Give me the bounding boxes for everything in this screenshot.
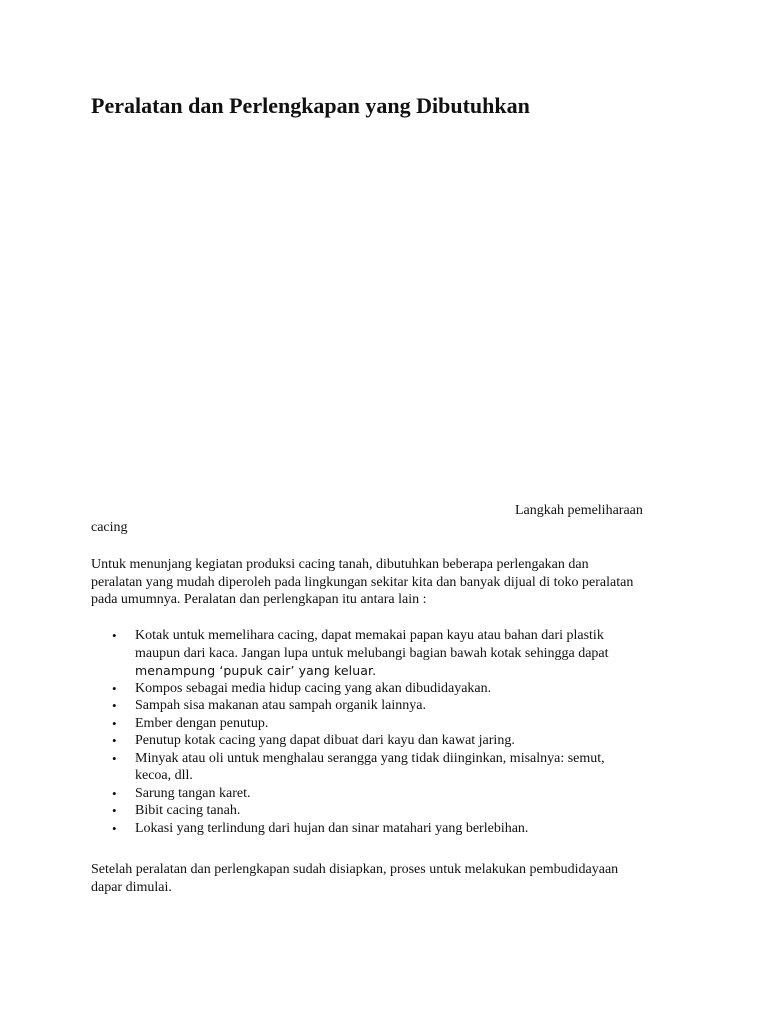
closing-paragraph <box>91 861 681 896</box>
image-area <box>91 135 677 495</box>
closing-line: dapar dimulai. <box>91 879 172 895</box>
intro-line: Untuk menunjang kegiatan produksi cacing tanah, dibutuhkan beberapa perlengakan dan <box>91 557 589 572</box>
list-item-line: Kompos sebagai media hidup cacing yang akan dibudidayakan. <box>135 680 492 696</box>
list-item-line: Ember dengan penutup. <box>135 715 269 731</box>
list-item-line: Sarung tangan karet. <box>135 785 251 801</box>
list-item <box>91 820 671 838</box>
bullet-icon: • <box>112 698 117 713</box>
list-item <box>91 785 671 803</box>
list-item-line: Penutup kotak cacing yang dapat dibuat dari kayu dan kawat jaring. <box>135 733 515 748</box>
list-item-line: kecoa, dll. <box>135 768 193 783</box>
list-item-line: maupun dari kaca. Jangan lupa untuk melubangi bagian bawah kotak sehingga dapat <box>135 645 609 661</box>
list-item-line: Minyak atau oli untuk menghalau serangga yang tidak diinginkan, misalnya: semut, <box>135 750 605 766</box>
list-item <box>91 732 671 750</box>
list-item <box>91 715 671 733</box>
bullet-icon: • <box>112 750 117 766</box>
list-item-line: menampung ‘pupuk cair’ yang keluar. <box>135 663 377 678</box>
bullet-icon: • <box>112 785 117 801</box>
bullet-icon: • <box>112 715 117 731</box>
image-caption-part2: cacing <box>91 520 128 535</box>
bullet-icon: • <box>112 680 117 696</box>
intro-paragraph <box>91 556 687 609</box>
equipment-list <box>91 627 671 837</box>
intro-line: pada umumnya. Peralatan dan perlengkapan itu antara lain : <box>91 592 427 607</box>
intro-line: peralatan yang mudah diperoleh pada lingkungan sekitar kita dan banyak dijual di toko peralatan <box>91 574 634 590</box>
list-item <box>91 750 671 785</box>
image-caption-part1: Langkah pemeliharaan <box>515 503 643 518</box>
list-item <box>91 680 671 698</box>
bullet-icon: • <box>112 733 117 748</box>
page-title: Peralatan dan Perlengkapan yang Dibutuhkan <box>91 93 530 118</box>
list-item <box>91 627 671 680</box>
list-item <box>91 802 671 820</box>
list-item-line: Kotak untuk memelihara cacing, dapat memakai papan kayu atau bahan dari plastik <box>135 628 604 643</box>
list-item-line: Sampah sisa makanan atau sampah organik lainnya. <box>135 698 426 713</box>
list-item-line: Lokasi yang terlindung dari hujan dan sinar matahari yang berlebihan. <box>135 820 529 836</box>
bullet-icon: • <box>112 628 117 643</box>
bullet-icon: • <box>112 803 117 818</box>
list-item <box>91 697 671 715</box>
list-item-line: Bibit cacing tanah. <box>135 803 241 818</box>
bullet-icon: • <box>112 820 117 836</box>
closing-line: Setelah peralatan dan perlengkapan sudah disiapkan, proses untuk melakukan pembudidayaan <box>91 862 619 877</box>
